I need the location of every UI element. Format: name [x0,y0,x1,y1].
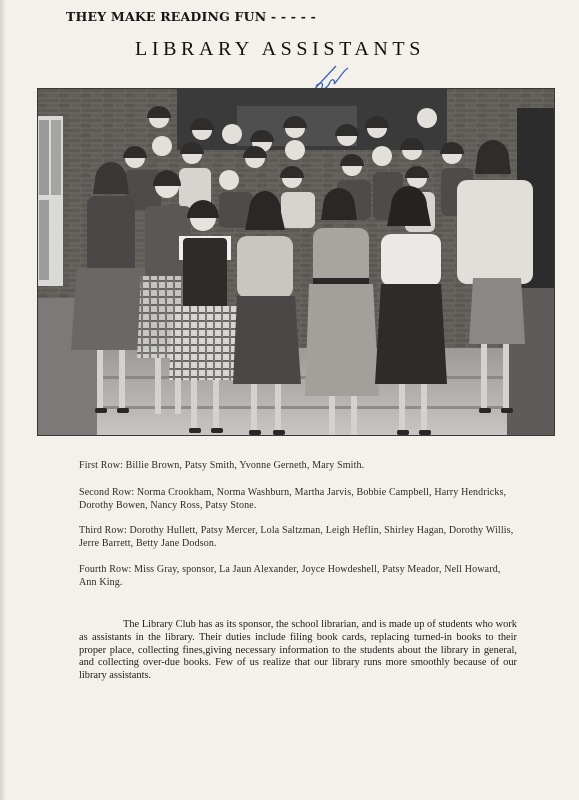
club-description: The Library Club has as its sponsor, the school librarian, and is made up of students who work as assistants in the library. Their duties include filing book cards, replacing turned-in books to their proper place, collecting fines,giving necessary information to the students about the library in general, and collecting over-due books. Few of us realize that our library runs more smoothly because of our library assistants. [79,619,517,682]
page-title: LIBRARY ASSISTANTS [135,38,425,60]
caption-third-row: Third Row: Dorothy Hullett, Patsy Mercer, Lola Saltzman, Leigh Heflin, Shirley Hagan, Dorothy Willis, Jerre Barrett, Betty Jane Dodson. [79,525,514,549]
caption-first-row: First Row: Billie Brown, Patsy Smith, Yvonne Gerneth, Mary Smith. [79,460,365,471]
group-photo [37,88,555,436]
page-header: THEY MAKE READING FUN - - - - - [66,9,317,24]
caption-fourth-row: Fourth Row: Miss Gray, sponsor, La Jaun Alexander, Joyce Howdeshell, Patsy Meador, Nell Howard, Ann King. [79,564,501,588]
caption-second-row: Second Row: Norma Crookham, Norma Washburn, Martha Jarvis, Bobbie Campbell, Harry Hendricks, Dorothy Bowen, Nancy Ross, Patsy Stone. [79,487,507,511]
page-edge [0,0,6,800]
